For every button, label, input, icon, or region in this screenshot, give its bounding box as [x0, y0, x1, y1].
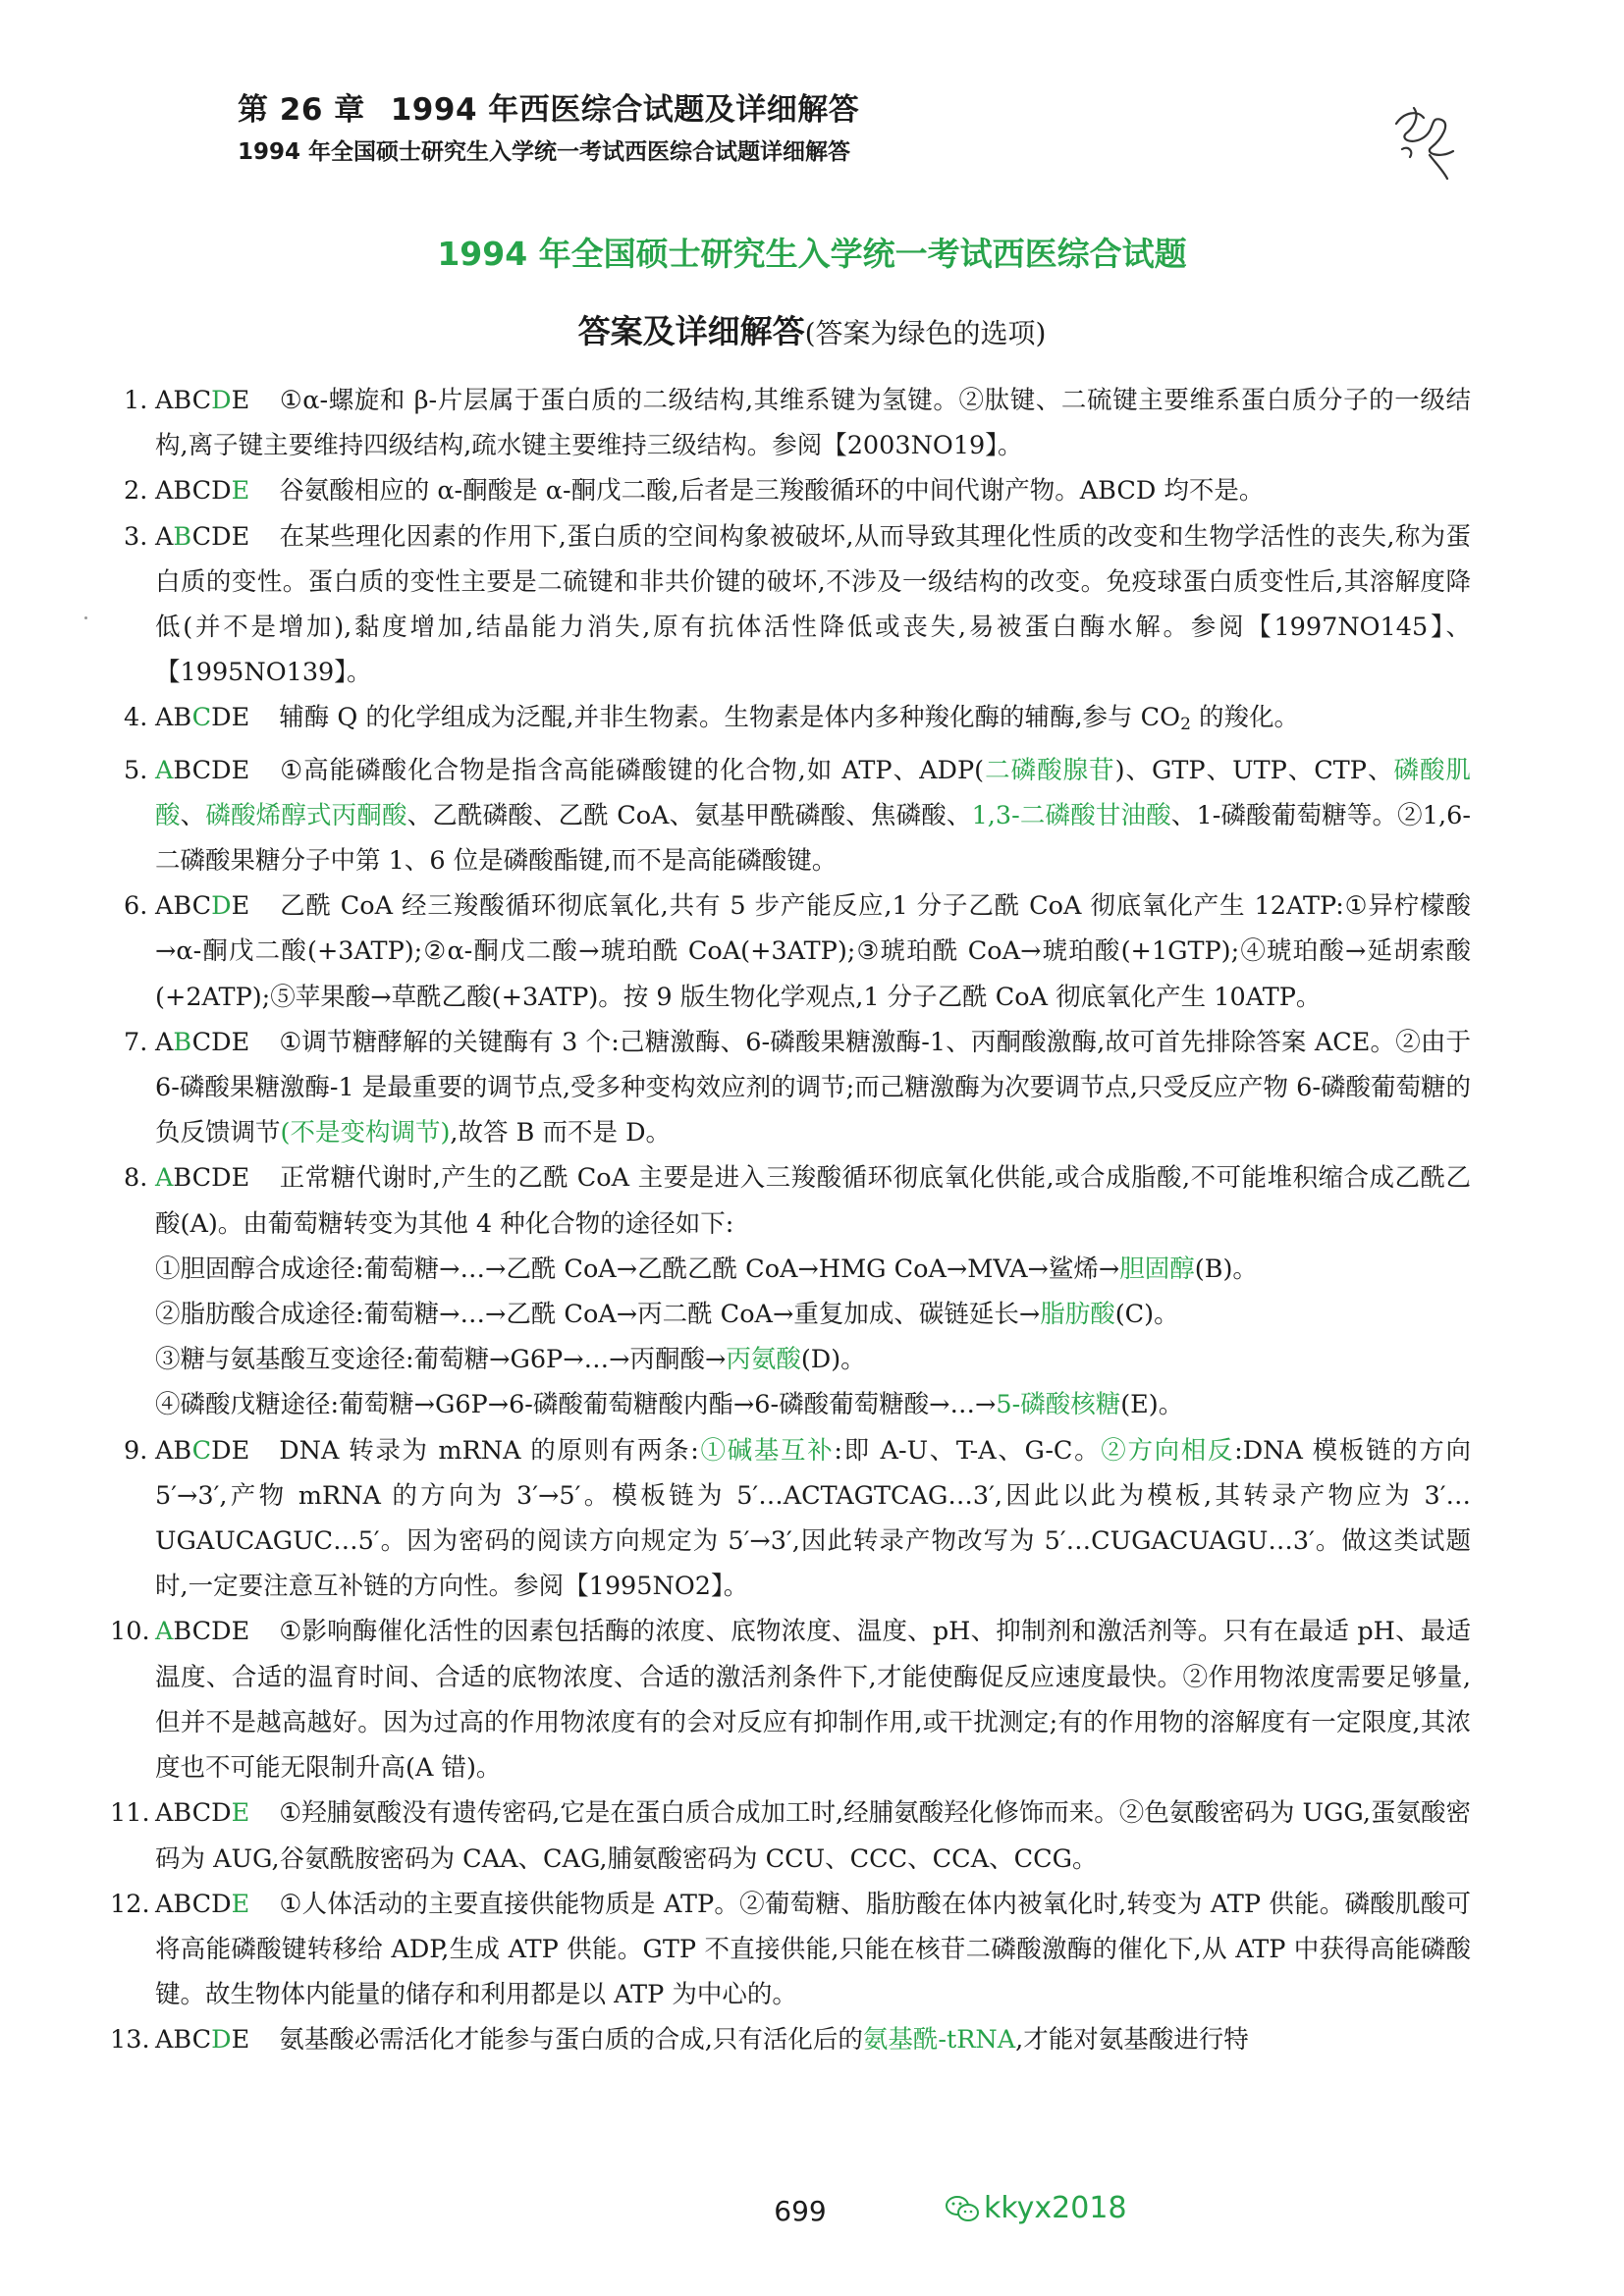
- answer-list: [110, 378, 1471, 2063]
- correct-option: D: [211, 386, 232, 415]
- answer-item: [124, 1020, 1471, 1156]
- explanation-text: ①影响酶催化活性的因素包括酶的浓度、底物浓度、温度、pH、抑制剂和激活剂等。只有在最适 pH、最适温度、合适的温育时间、合适的底物浓度、合适的激活剂条件下,才能使酶促反应速度最快。②作用物浓度需要足够量,但并不是越高越好。因为过高的作用物浓度有的会对反应有抑制作用,或干扰测定;有的作用物的溶解度有一定限度,其浓度也不可能无限制升高(A 错)。: [155, 1617, 1471, 1784]
- explanation-text: 的羧化。: [1190, 703, 1300, 733]
- explanation-text: ③糖与氨基酸互变途径:葡萄糖→G6P→…→丙酮酸→: [155, 1345, 727, 1375]
- question-number: 3.: [124, 521, 148, 552]
- explanation-text: 正常糖代谢时,产生的乙酰 CoA 主要是进入三羧酸循环彻底氧化供能,或合成脂酸,不可能堆积缩合成乙酰乙酸(A)。由葡萄糖转变为其他 4 种化合物的途径如下:: [155, 1163, 1471, 1239]
- answer-options: [155, 1617, 249, 1646]
- answer-item: [110, 2017, 1471, 2062]
- correct-option: D: [211, 2025, 232, 2056]
- explanation-text: ①调节糖酵解的关键酶有 3 个:己糖激酶、6-磷酸果糖激酶-1、丙酮酸激酶,故可首先排除答案 ACE。②由于 6-磷酸果糖激酶-1 是最重要的调节点,受多种变构效应剂的调节;而己糖激酶为次要调节点,只受反应产物 6-磷酸葡萄糖的负反馈调节: [155, 1027, 1471, 1148]
- explanation-text: (C)。: [1114, 1300, 1179, 1330]
- answer-options: [155, 1890, 249, 1919]
- options-before: ABCD: [155, 1798, 232, 1829]
- chapter-number: 第 26 章: [238, 92, 365, 128]
- pathway-line: [155, 1337, 1471, 1382]
- highlighted-term: 二磷酸腺苷: [984, 755, 1115, 785]
- answer-options: [155, 703, 249, 732]
- exam-title: 1994 年全国硕士研究生入学统一考试西医综合试题: [437, 235, 1187, 273]
- explanation-text: ①羟脯氨酸没有遗传密码,它是在蛋白质合成加工时,经脯氨酸羟化修饰而来。②色氨酸密码为 UGG,蛋氨酸密码为 AUG,谷氨酰胺密码为 CAA、CAG,脯氨酸密码为 CCU、CCC、CCA、CCG。: [155, 1798, 1471, 1874]
- options-after: BCDE: [173, 1163, 250, 1194]
- correct-option: D: [211, 891, 232, 922]
- wechat-icon: [945, 2194, 980, 2223]
- options-after: DE: [211, 1435, 250, 1466]
- highlighted-term: ①碱基互补: [698, 1435, 835, 1466]
- answer-options: [155, 2025, 249, 2055]
- pathway-line: [155, 1292, 1471, 1337]
- options-after: BCDE: [173, 1617, 250, 1647]
- question-number: 2.: [124, 476, 148, 507]
- explanation-text: :即 A-U、T-A、G-C。: [834, 1435, 1102, 1466]
- answer-item: [124, 514, 1471, 696]
- correct-option: A: [155, 1617, 174, 1647]
- answer-options: [155, 1028, 249, 1057]
- question-number: 8.: [124, 1163, 148, 1194]
- question-number: 6.: [124, 891, 148, 922]
- correct-option: B: [173, 1027, 192, 1057]
- correct-option: C: [191, 1435, 212, 1466]
- chapter-subtitle: 1994 年全国硕士研究生入学统一考试西医综合试题详细解答: [238, 139, 851, 165]
- explanation-text: 、1-磷酸葡萄糖等。②1,6-二磷酸果糖分子中第 1、6 位是磷酸酯键,而不是高能磷酸键。: [155, 800, 1471, 877]
- options-after: E: [231, 891, 250, 922]
- correct-option: E: [231, 1798, 250, 1829]
- answer-item: [124, 378, 1471, 468]
- question-number: 9.: [124, 1435, 148, 1466]
- explanation-text: 在某些理化因素的作用下,蛋白质的空间构象被破坏,从而导致其理化性质的改变和生物学活性的丧失,称为蛋白质的变性。蛋白质的变性主要是二硫键和非共价键的破坏,不涉及一级结构的改变。免疫球蛋白质变性后,其溶解度降低(: [155, 521, 1471, 643]
- highlighted-term: 磷酸烯醇式丙酮酸: [205, 800, 407, 830]
- explanation-text: (D)。: [800, 1345, 866, 1375]
- highlighted-term: 1,3-二磷酸甘油酸: [971, 800, 1171, 830]
- pathway-line: [155, 1247, 1471, 1292]
- options-before: ABC: [155, 2025, 212, 2056]
- highlighted-term: (不是变构调节): [280, 1118, 451, 1148]
- explanation-text: ④磷酸戊糖途径:葡萄糖→G6P→6-磷酸葡萄糖酸内酯→6-磷酸葡萄糖酸→…→: [155, 1390, 997, 1420]
- explanation-text: 、乙酰磷酸、乙酰 CoA、氨基甲酰磷酸、焦磷酸、: [406, 800, 972, 830]
- explanation-text: 辅酶 Q 的化学组成为泛醌,并非生物素。生物素是体内多种羧化酶的辅酶,参与 CO: [279, 703, 1181, 733]
- answer-options: [155, 1798, 249, 1828]
- chapter-title: 1994 年西医综合试题及详细解答: [390, 92, 860, 128]
- correct-option: C: [191, 703, 212, 733]
- correct-option: E: [231, 1889, 250, 1919]
- correct-option: A: [155, 1163, 174, 1194]
- explanation-text: :DNA 模板链的方向 5′→3′,产物 mRNA 的方向为 3′→5′。模板链为 5′…ACTAGTCAG…3′,因此以此为模板,其转录产物应为 3′…UGAUCAGUC…5′。因为密码的阅读方向规定为 5′→3′,因此转录产物改写为 5′…CUGACUAGU…3′。做这类试题时,一定要注意互补链的方向性。参阅【1995NO2】。: [155, 1435, 1471, 1602]
- explanation-text: 、: [180, 800, 206, 830]
- question-number: 4.: [124, 703, 148, 733]
- highlighted-term: 丙氨酸: [726, 1345, 801, 1375]
- answer-item: [124, 1155, 1471, 1427]
- pathway-line: [155, 1382, 1471, 1427]
- explanation-text: ),黏度增加,结晶能力消失,原有抗体活性降低或丧失,易被蛋白酶水解。参阅【1997NO145】、【1995NO139】。: [155, 613, 1471, 688]
- highlighted-term: 磷酸肌酸: [155, 755, 1471, 830]
- explanation-text: ①人体活动的主要直接供能物质是 ATP。②葡萄糖、脂肪酸在体内被氧化时,转变为 ATP 供能。磷酸肌酸可将高能磷酸键转移给 ADP,生成 ATP 供能。GTP 不直接供能,只能在核苷二磷酸激酶的催化下,从 ATP 中获得高能磷酸键。故生物体内能量的储存和利用都是以 ATP 为中心的。: [155, 1889, 1471, 2010]
- answer-item: [110, 1790, 1471, 1881]
- correct-option: E: [231, 476, 250, 507]
- answer-item: [124, 748, 1471, 884]
- answer-options: [155, 522, 249, 552]
- handwritten-mark-icon: [1384, 94, 1473, 183]
- question-number: 13.: [110, 2025, 150, 2056]
- highlighted-term: 脂肪酸: [1040, 1300, 1115, 1330]
- answer-heading: [0, 306, 1624, 352]
- options-before: AB: [155, 1435, 192, 1466]
- options-after: E: [231, 2025, 250, 2056]
- wechat-watermark: [945, 2191, 1127, 2225]
- highlighted-term: 5-磷酸核糖: [996, 1390, 1121, 1420]
- explanation-text: ②脂肪酸合成途径:葡萄糖→…→乙酰 CoA→丙二酰 CoA→重复加成、碳链延长→: [155, 1300, 1041, 1330]
- answer-options: [155, 1163, 249, 1193]
- explanation-text: (B)。: [1194, 1254, 1258, 1284]
- options-before: ABC: [155, 386, 212, 415]
- options-after: E: [231, 386, 250, 415]
- explanation-text: DNA 转录为 mRNA 的原则有两条:: [279, 1435, 699, 1466]
- options-before: ABCD: [155, 1889, 232, 1919]
- answer-heading-text: 答案及详细解答: [577, 312, 805, 350]
- question-number: 5.: [124, 755, 148, 785]
- answer-options: [155, 386, 249, 415]
- highlighted-term: 氨基酰-tRNA: [862, 2025, 1016, 2056]
- answer-note: (答案为绿色的选项): [804, 317, 1047, 349]
- options-before: ABCD: [155, 476, 232, 507]
- explanation-text: ,故答 B 而不是 D。: [450, 1118, 672, 1148]
- answer-options: [155, 476, 249, 506]
- options-after: CDE: [191, 1027, 250, 1057]
- subscript: 2: [1180, 715, 1191, 735]
- explanation-text: ①胆固醇合成途径:葡萄糖→…→乙酰 CoA→乙酰乙酰 CoA→HMG CoA→MVA→鲨烯→: [155, 1254, 1120, 1284]
- explanation-text: ①α-螺旋和 β-片层属于蛋白质的二级结构,其维系键为氢键。②肽键、二硫键主要维系蛋白质分子的一级结构,离子键主要维持四级结构,疏水键主要维持三级结构。参阅【2003NO19】。: [155, 386, 1471, 461]
- options-after: BCDE: [173, 755, 250, 785]
- options-before: A: [155, 1027, 174, 1057]
- correct-option: B: [173, 521, 192, 552]
- explanation-text: 乙酰 CoA 经三羧酸循环彻底氧化,共有 5 步产能反应,1 分子乙酰 CoA 彻底氧化产生 12ATP:①异柠檬酸→α-酮戊二酸(+3ATP);②α-酮戊二酸→琥珀酰 CoA(+3ATP);③琥珀酰 CoA→琥珀酸(+1GTP);④琥珀酸→延胡索酸(+2ATP);⑤苹果酸→草酰乙酸(+3ATP)。按 9 版生物化学观点,1 分子乙酰 CoA 彻底氧化产生 10ATP。: [155, 891, 1471, 1012]
- chapter-header: [238, 84, 859, 129]
- explanation-text: ,才能对氨基酸进行特: [1015, 2025, 1249, 2056]
- options-after: DE: [211, 703, 250, 733]
- page-number: 699: [774, 2195, 827, 2227]
- options-after: CDE: [191, 521, 250, 552]
- highlighted-term: ②方向相反: [1101, 1435, 1235, 1466]
- correct-option: A: [155, 755, 174, 785]
- explanation-text: 谷氨酸相应的 α-酮酸是 α-酮戊二酸,后者是三羧酸循环的中间代谢产物。ABCD 均不是。: [279, 476, 1265, 507]
- answer-item: [110, 1609, 1471, 1790]
- answer-options: [155, 756, 249, 785]
- question-number: 1.: [124, 386, 148, 415]
- answer-item: [124, 883, 1471, 1020]
- explanation-text: ①高能磷酸化合物是指含高能磷酸键的化合物,如 ATP、ADP(: [279, 755, 985, 785]
- answer-item: [124, 468, 1471, 513]
- options-before: AB: [155, 703, 192, 733]
- explanation-text: 并不是增加: [192, 613, 335, 643]
- answer-item: [124, 695, 1471, 747]
- answer-options: [155, 891, 249, 921]
- question-number: 12.: [110, 1889, 150, 1919]
- margin-dot: [84, 616, 87, 619]
- explanation-text: )、GTP、UTP、CTP、: [1114, 755, 1394, 785]
- answer-item: [110, 1882, 1471, 2018]
- question-number: 11.: [110, 1798, 150, 1829]
- options-before: ABC: [155, 891, 212, 922]
- explanation-text: 氨基酸必需活化才能参与蛋白质的合成,只有活化后的: [279, 2025, 863, 2056]
- highlighted-term: 胆固醇: [1119, 1254, 1195, 1284]
- options-before: A: [155, 521, 174, 552]
- question-number: 10.: [110, 1617, 150, 1647]
- answer-options: [155, 1436, 249, 1466]
- wechat-id: kkyx2018: [984, 2191, 1127, 2225]
- explanation-text: (E)。: [1120, 1390, 1184, 1420]
- question-number: 7.: [124, 1027, 148, 1057]
- answer-item: [124, 1428, 1471, 1610]
